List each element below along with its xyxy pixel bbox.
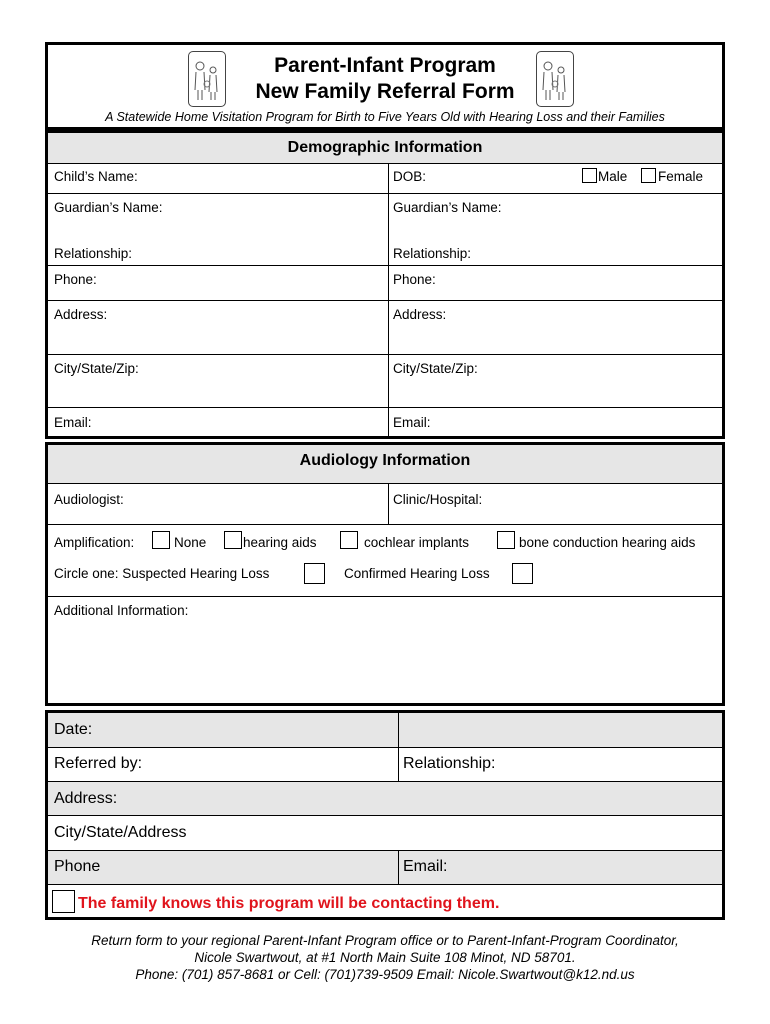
footer [0, 932, 770, 983]
cochlear-implants-label: cochlear implants [364, 535, 470, 550]
referral-date-field[interactable]: Date: [54, 721, 93, 738]
audiology-section [45, 442, 725, 706]
address-field-2[interactable]: Address: [393, 307, 447, 322]
divider [48, 596, 722, 597]
phone-field-2[interactable]: Phone: [393, 272, 436, 287]
form-subtitle: A Statewide Home Visitation Program for Birth to Five Years Old with Hearing Loss and their Families [105, 110, 665, 124]
audiology-heading: Audiology Information [299, 452, 471, 469]
dob-field[interactable]: DOB: [393, 169, 427, 184]
form-title-line1: Parent-Infant Program [274, 54, 496, 77]
divider [48, 300, 722, 301]
header-section [45, 42, 725, 130]
male-checkbox[interactable] [582, 168, 597, 183]
divider [48, 407, 722, 408]
divider [48, 193, 722, 194]
address-field-1[interactable]: Address: [54, 307, 108, 322]
relationship-field-2[interactable]: Relationship: [393, 246, 472, 261]
column-divider [398, 713, 399, 781]
demographic-section [45, 130, 725, 439]
hearing-aids-label: hearing aids [243, 535, 317, 550]
email-field-1[interactable]: Email: [54, 415, 92, 430]
referral-city-state-field[interactable]: City/State/Address [54, 824, 187, 841]
footer-contact-line: Phone: (701) 857-8681 or Cell: (701)739-9509 Email: Nicole.Swartwout@k12.nd.us [135, 967, 635, 982]
confirmed-hearing-loss-label: Confirmed Hearing Loss [344, 566, 490, 581]
suspected-hearing-loss-checkbox[interactable] [304, 563, 325, 584]
family-notified-notice: The family knows this program will be contacting them. [78, 895, 500, 912]
email-field-2[interactable]: Email: [393, 415, 431, 430]
divider [48, 884, 722, 885]
referral-row-address [48, 781, 722, 815]
referral-relationship-field[interactable]: Relationship: [403, 755, 496, 772]
form-title-line2: New Family Referral Form [255, 80, 515, 103]
column-divider [398, 850, 399, 884]
divider [48, 781, 722, 782]
circle-one-label: Circle one: Suspected Hearing Loss [54, 566, 270, 581]
guardian-name-field-1[interactable]: Guardian’s Name: [54, 200, 163, 215]
male-label: Male [598, 169, 628, 184]
referral-phone-field[interactable]: Phone [54, 858, 101, 875]
column-divider [388, 483, 389, 524]
referral-email-field[interactable]: Email: [403, 858, 448, 875]
amplification-label: Amplification: [54, 535, 135, 550]
guardian-name-field-2[interactable]: Guardian’s Name: [393, 200, 502, 215]
bone-conduction-label: bone conduction hearing aids [519, 535, 696, 550]
footer-line-1: Return form to your regional Parent-Infant Program office or to Parent-Infant-Program Coordinator, [91, 933, 679, 948]
confirmed-hearing-loss-checkbox[interactable] [512, 563, 533, 584]
clinic-hospital-field[interactable]: Clinic/Hospital: [393, 492, 483, 507]
audiologist-field[interactable]: Audiologist: [54, 492, 124, 507]
city-state-zip-field-1[interactable]: City/State/Zip: [54, 361, 139, 376]
divider [48, 483, 722, 484]
divider [48, 163, 722, 164]
referral-address-field[interactable]: Address: [54, 790, 118, 807]
demographic-heading: Demographic Information [287, 139, 483, 156]
none-label: None [174, 535, 207, 550]
additional-information-field[interactable]: Additional Information: [54, 603, 189, 618]
divider [48, 524, 722, 525]
divider [48, 265, 722, 266]
childs-name-field[interactable]: Child’s Name: [54, 169, 138, 184]
divider [48, 850, 722, 851]
footer-line-2: Nicole Swartwout, at #1 North Main Suite 108 Minot, ND 58701. [194, 950, 576, 965]
city-state-zip-field-2[interactable]: City/State/Zip: [393, 361, 478, 376]
cochlear-implants-checkbox[interactable] [340, 531, 358, 549]
bone-conduction-checkbox[interactable] [497, 531, 515, 549]
hearing-aids-checkbox[interactable] [224, 531, 242, 549]
referral-section [45, 710, 725, 920]
referral-row-phone [48, 850, 722, 884]
relationship-field-1[interactable]: Relationship: [54, 246, 133, 261]
divider [48, 747, 722, 748]
divider [48, 815, 722, 816]
divider [48, 354, 722, 355]
family-notified-checkbox[interactable] [52, 890, 75, 913]
referred-by-field[interactable]: Referred by: [54, 755, 143, 772]
female-checkbox[interactable] [641, 168, 656, 183]
female-label: Female [658, 169, 704, 184]
phone-field-1[interactable]: Phone: [54, 272, 97, 287]
none-checkbox[interactable] [152, 531, 170, 549]
referral-row-date [48, 713, 722, 747]
